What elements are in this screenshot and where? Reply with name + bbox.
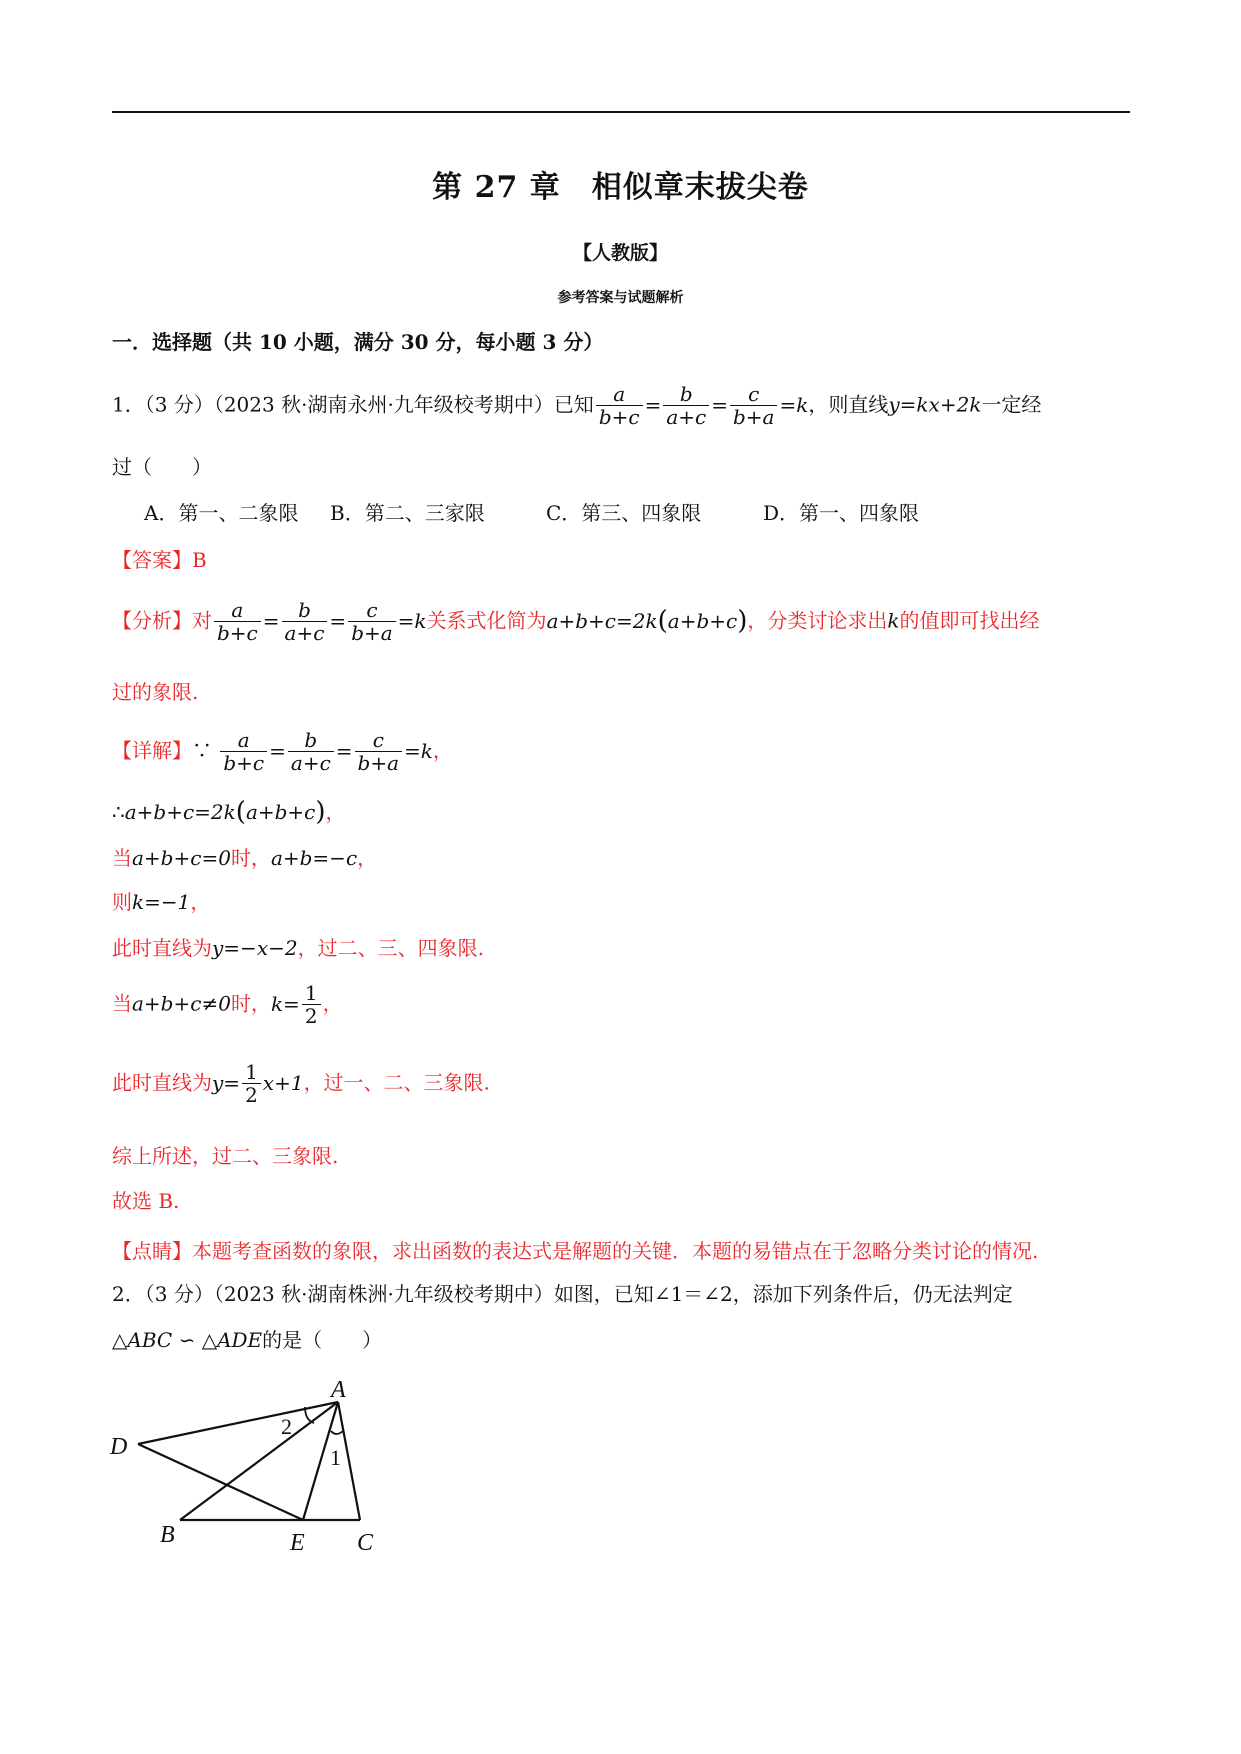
- question-number: 1．: [112, 392, 145, 417]
- equation: y=−x−2: [212, 936, 298, 960]
- equation: a+b+c=2k(a+b+c): [124, 797, 326, 827]
- question-text: ，则直线: [808, 392, 889, 417]
- page-subtitle: 参考答案与试题解析: [557, 290, 684, 306]
- answer: 【答案】B: [112, 548, 207, 572]
- equation: $\frac{a}{b+c}$ = $\frac{b}{a+c}$ = $\frac{c}{b+a}$ =k: [212, 609, 427, 633]
- equation: y= $\frac{1}{2}$ x+1: [212, 1060, 304, 1107]
- question-text: 一定经: [981, 392, 1042, 417]
- angle-1-arc: [331, 1431, 343, 1434]
- label-angle-1: 1: [330, 1445, 341, 1470]
- question-text: 的是（ ）: [262, 1328, 383, 1352]
- equation: a+b+c≠0: [132, 991, 231, 1016]
- equation: $\frac{a}{b+c}$ = $\frac{b}{a+c}$ = $\frac{c}{b+a}$ =k: [218, 739, 433, 763]
- analysis-text: 关系式化简为: [426, 608, 547, 633]
- detail-step-2: ∴a+b+c=2k(a+b+c)，: [112, 797, 346, 827]
- header-rule: [112, 111, 1130, 113]
- triangle-abc: △ABC: [112, 1328, 173, 1352]
- question-points: （3 分）: [144, 1282, 214, 1306]
- option-c[interactable]: C．第三、四象限: [546, 501, 702, 525]
- label-e: E: [290, 1530, 305, 1556]
- question-number: 2．: [112, 1282, 145, 1306]
- label-d: D: [110, 1434, 128, 1460]
- analysis-text: ，分类讨论求出: [747, 608, 888, 633]
- question-points: （3 分）: [144, 392, 214, 417]
- question-1: [112, 384, 1041, 428]
- detail-text: 当: [112, 991, 132, 1016]
- label-angle-2: 2: [281, 1414, 292, 1439]
- segment-de: [138, 1444, 303, 1520]
- analysis-text: 对: [192, 608, 212, 633]
- label-b: B: [160, 1522, 175, 1548]
- comment: 【点睛】本题考查函数的象限，求出函数的表达式是解题的关键．本题的易错点在于忽略分类讨论的情况.: [112, 1239, 1039, 1263]
- page-title: 第 27 章 相似章末拔尖卷: [432, 170, 809, 205]
- angle-equation: ∠1＝∠2: [653, 1282, 733, 1306]
- segment-da: [138, 1402, 338, 1444]
- analysis-line2: 过的象限.: [112, 680, 199, 704]
- detail-text: ，过一、二、三象限.: [303, 1070, 490, 1095]
- question-text: 如图，已知: [553, 1282, 654, 1306]
- question-text: ，添加下列条件后，仍无法判定: [732, 1282, 1013, 1306]
- detail-step-3: 当a+b+c=0时，a+b=−c，: [112, 846, 378, 870]
- equation: k=−1: [132, 890, 191, 914]
- detail-step-5: [112, 932, 484, 961]
- detail-text: 时，: [230, 991, 271, 1016]
- detail-text: 当: [112, 846, 132, 870]
- edition-label: 【人教版】: [572, 242, 668, 264]
- question-source: （2023 秋·湖南株洲·九年级校考期中）: [213, 1282, 554, 1306]
- equation: $\frac{a}{b+c}$ = $\frac{b}{a+c}$ = $\frac{c}{b+a}$ =k: [594, 393, 809, 417]
- line-equation: y=kx+2k: [888, 392, 982, 417]
- detail-text: ，过二、三、四象限.: [297, 936, 484, 960]
- option-d[interactable]: D．第一、四象限: [763, 501, 920, 525]
- choice: 故选 B.: [112, 1189, 180, 1213]
- detail-step-6: 当a+b+c≠0时，k= $\frac{1}{2}$ ，: [112, 981, 343, 1028]
- label-a: A: [331, 1377, 346, 1403]
- option-a[interactable]: A．第一、二象限: [144, 501, 299, 525]
- triangle-ade: △ADE: [201, 1328, 263, 1352]
- question-text: 已知: [553, 392, 594, 417]
- detail-step-7: [112, 1062, 490, 1106]
- equation: a+b=−c: [270, 846, 358, 870]
- detail-text: 此时直线为: [112, 936, 212, 960]
- analysis: [112, 600, 1040, 644]
- equation: a+b+c=2k(a+b+c): [546, 605, 748, 636]
- similar-symbol: ∽: [178, 1328, 196, 1352]
- therefore-symbol: ∴: [112, 800, 125, 824]
- analysis-label: 【分析】: [112, 608, 192, 633]
- analysis-text: 的值即可找出经: [899, 608, 1040, 633]
- because-symbol: ∵: [192, 738, 212, 763]
- question-source: （2023 秋·湖南永州·九年级校考期中）: [213, 392, 554, 417]
- option-b[interactable]: B．第二、三家限: [330, 501, 485, 525]
- detail-text: 此时直线为: [112, 1070, 212, 1095]
- equation: k= $\frac{1}{2}$: [271, 992, 323, 1016]
- variable-k: k: [887, 608, 900, 633]
- detail-text: 时，: [230, 846, 271, 870]
- detail-label: 【详解】: [112, 738, 192, 763]
- label-c: C: [357, 1530, 374, 1556]
- detail-step-4: 则k=−1，: [112, 890, 211, 914]
- summary: 综上所述，过二、三象限.: [112, 1144, 339, 1168]
- section-heading: 一．选择题（共 10 小题，满分 30 分，每小题 3 分）: [112, 330, 604, 354]
- detail-step-1: 【详解】∵ $\frac{a}{b+c}$ = $\frac{b}{a+c}$ = $\frac{c}{b+a}$ =k，: [112, 728, 453, 775]
- question-2-line2: [112, 1324, 382, 1353]
- question-1-line2: 过（ ）: [112, 455, 212, 479]
- equation: a+b+c=0: [132, 846, 231, 870]
- segment-ac: [338, 1402, 360, 1520]
- question-2: [112, 1278, 1013, 1307]
- triangle-figure: [100, 1365, 400, 1565]
- detail-text: 则: [112, 890, 132, 914]
